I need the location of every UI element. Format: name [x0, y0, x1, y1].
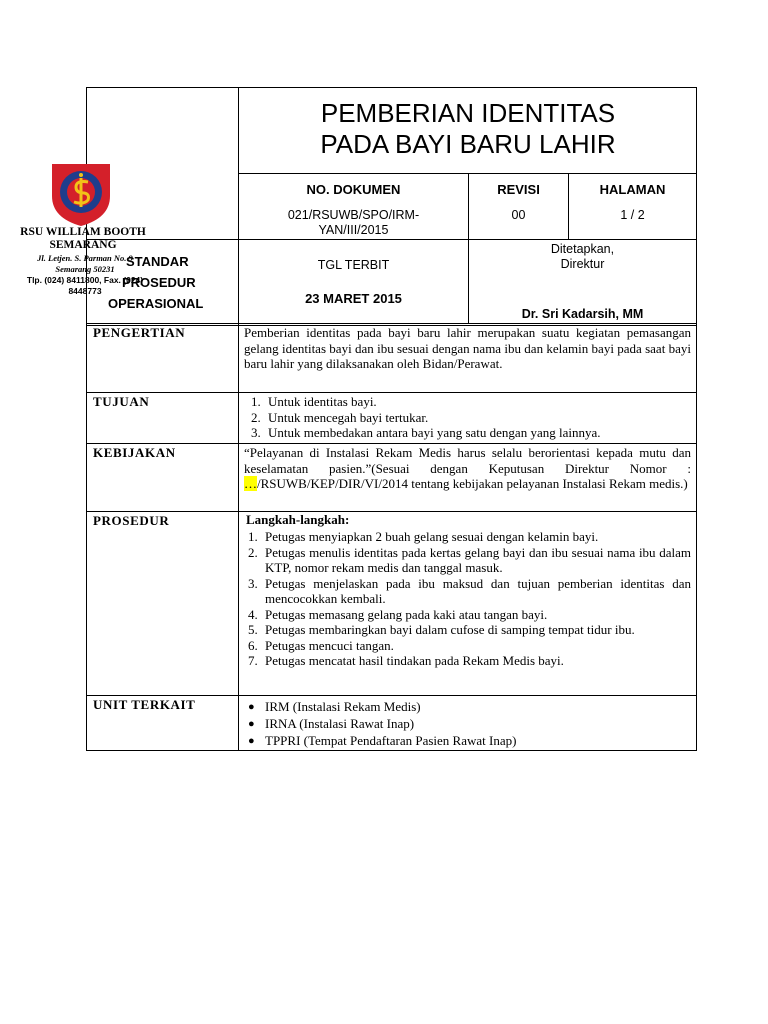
phone-line-1: Tlp. (024) 8411800, Fax. (024): [26, 275, 144, 285]
bullet-icon: ●: [248, 735, 255, 747]
pengertian-label: PENGERTIAN: [93, 325, 186, 340]
tujuan-item-2: Untuk mencegah bayi tertukar.: [268, 409, 429, 425]
address-line-2: Semarang 50231: [55, 264, 115, 274]
hospital-name-line-2: SEMARANG: [49, 238, 117, 251]
halaman-value: 1 / 2: [620, 208, 645, 222]
spo-line-3: OPERASIONAL: [108, 296, 204, 311]
prosedur-item-7: Petugas mencatat hasil tindakan pada Rekam Medis bayi.: [265, 653, 564, 668]
list-item: 4. Petugas memasang gelang pada kaki atau tangan bayi.: [248, 606, 548, 622]
unit-item-3: TPPRI (Tempat Pendaftaran Pasien Rawat Inap): [265, 733, 517, 748]
title-line-1: PEMBERIAN IDENTITAS: [320, 98, 616, 128]
tujuan-item-3: Untuk membedakan antara bayi yang satu dengan yang lainnya.: [268, 425, 601, 440]
kebijakan-text-after: /RSUWB/KEP/DIR/VI/2014 tentang kebijakan pelayanan Instalasi Rekam medis.): [257, 476, 688, 491]
prosedur-item-1: Petugas menyiapkan 2 buah gelang sesuai dengan kelamin bayi.: [265, 529, 599, 544]
list-item: 7. Petugas mencatat hasil tindakan pada Rekam Medis bayi.: [248, 653, 564, 668]
list-item: [248, 715, 691, 732]
document-title: [240, 98, 696, 160]
list-item: 2. Petugas menulis identitas pada kertas gelang bayi dan ibu sesuai nama ibu dalam KTP, nomor rekam medis dan tanggal masuk.: [248, 544, 691, 575]
hospital-name-line-1: RSU WILLIAM BOOTH: [20, 226, 146, 238]
prosedur-list: [248, 529, 691, 669]
no-dokumen-label: NO. DOKUMEN: [306, 182, 401, 197]
tujuan-list: [251, 394, 691, 441]
list-item: 6. Petugas mencuci tangan.: [248, 637, 394, 653]
hospital-logo: [48, 160, 114, 228]
bullet-icon: ●: [248, 718, 255, 730]
prosedur-item-6: Petugas mencuci tangan.: [265, 637, 394, 653]
prosedur-item-3: Petugas menjelaskan pada ibu maksud dan tujuan pemberian identitas dan mencocokkan kembali.: [265, 575, 691, 606]
unit-terkait-label: UNIT TERKAIT: [93, 697, 196, 712]
shield-logo-icon: [48, 160, 114, 228]
address-line-1: Jl. Letjen. S. Parman No. 9: [37, 253, 133, 263]
list-item: [248, 732, 691, 749]
revisi-label: REVISI: [497, 182, 540, 197]
prosedur-item-4: Petugas memasang gelang pada kaki atau tangan bayi.: [265, 606, 548, 622]
list-item: [248, 698, 691, 715]
ditetapkan-line-2: Direktur: [560, 257, 605, 271]
spo-label: [108, 251, 203, 314]
kebijakan-label: KEBIJAKAN: [93, 445, 176, 460]
revisi-value: 00: [511, 208, 526, 222]
tujuan-item-1: Untuk identitas bayi.: [268, 394, 377, 409]
list-item: 5. Petugas membaringkan bayi dalam cufose di samping tempat tidur ibu.: [248, 622, 635, 637]
prosedur-item-2: Petugas menulis identitas pada kertas gelang bayi dan ibu sesuai nama ibu dalam KTP, nomor rekam medis dan tanggal masuk.: [265, 544, 691, 575]
unit-item-2: IRNA (Instalasi Rawat Inap): [265, 716, 415, 731]
prosedur-item-5: Petugas membaringkan bayi dalam cufose di samping tempat tidur ibu.: [265, 622, 635, 637]
prosedur-intro: Langkah-langkah:: [246, 512, 350, 527]
list-item: 2. Untuk mencegah bayi tertukar.: [251, 409, 429, 425]
no-dokumen-value-line-2: YAN/III/2015: [318, 223, 389, 237]
bullet-icon: ●: [248, 701, 255, 713]
ditetapkan-block: [469, 242, 696, 272]
no-dokumen-value: [239, 208, 468, 238]
no-dokumen-value-line-1: 021/RSUWB/SPO/IRM-: [287, 208, 420, 222]
list-item: 3. Petugas menjelaskan pada ibu maksud dan tujuan pemberian identitas dan mencocokkan kembali.: [248, 575, 691, 606]
kebijakan-text-before: “Pelayanan di Instalasi Rekam Medis harus selalu berorientasi kepada mutu dan keselamatan pasien.”(Sesuai dengan Keputusan Direktur Nomor :: [244, 445, 691, 476]
prosedur-label: PROSEDUR: [93, 513, 170, 528]
list-item: 1. Untuk identitas bayi.: [251, 394, 377, 409]
director-name: Dr. Sri Kadarsih, MM: [521, 307, 644, 321]
unit-terkait-list: [248, 698, 691, 749]
pengertian-text: Pemberian identitas pada bayi baru lahir merupakan suatu kegiatan pemasangan gelang identitas bayi dan ibu sesuai dengan nama ibu dan kelamin bayi pada saat bayi baru lahir yang dilaksanakan oleh Bidan/Perawat.: [244, 325, 691, 371]
kebijakan-text: [244, 445, 691, 492]
phone-line-2: 8448773: [68, 286, 102, 296]
ditetapkan-line-1: Ditetapkan,: [550, 242, 615, 256]
spo-line-2: PROSEDUR: [122, 275, 196, 290]
unit-item-1: IRM (Instalasi Rekam Medis): [265, 699, 421, 714]
hospital-name: [3, 226, 163, 251]
list-item: 1. Petugas menyiapkan 2 buah gelang sesuai dengan kelamin bayi.: [248, 529, 599, 544]
tujuan-label: TUJUAN: [93, 394, 150, 409]
list-item: 3. Untuk membedakan antara bayi yang satu dengan yang lainnya.: [251, 425, 601, 440]
spo-line-1: STANDAR: [126, 254, 189, 269]
tgl-terbit-label: TGL TERBIT: [317, 258, 390, 272]
title-line-2: PADA BAYI BARU LAHIR: [320, 129, 616, 159]
kebijakan-highlight: …: [244, 476, 257, 491]
halaman-label: HALAMAN: [599, 182, 666, 197]
tgl-terbit-value: 23 MARET 2015: [305, 291, 402, 306]
